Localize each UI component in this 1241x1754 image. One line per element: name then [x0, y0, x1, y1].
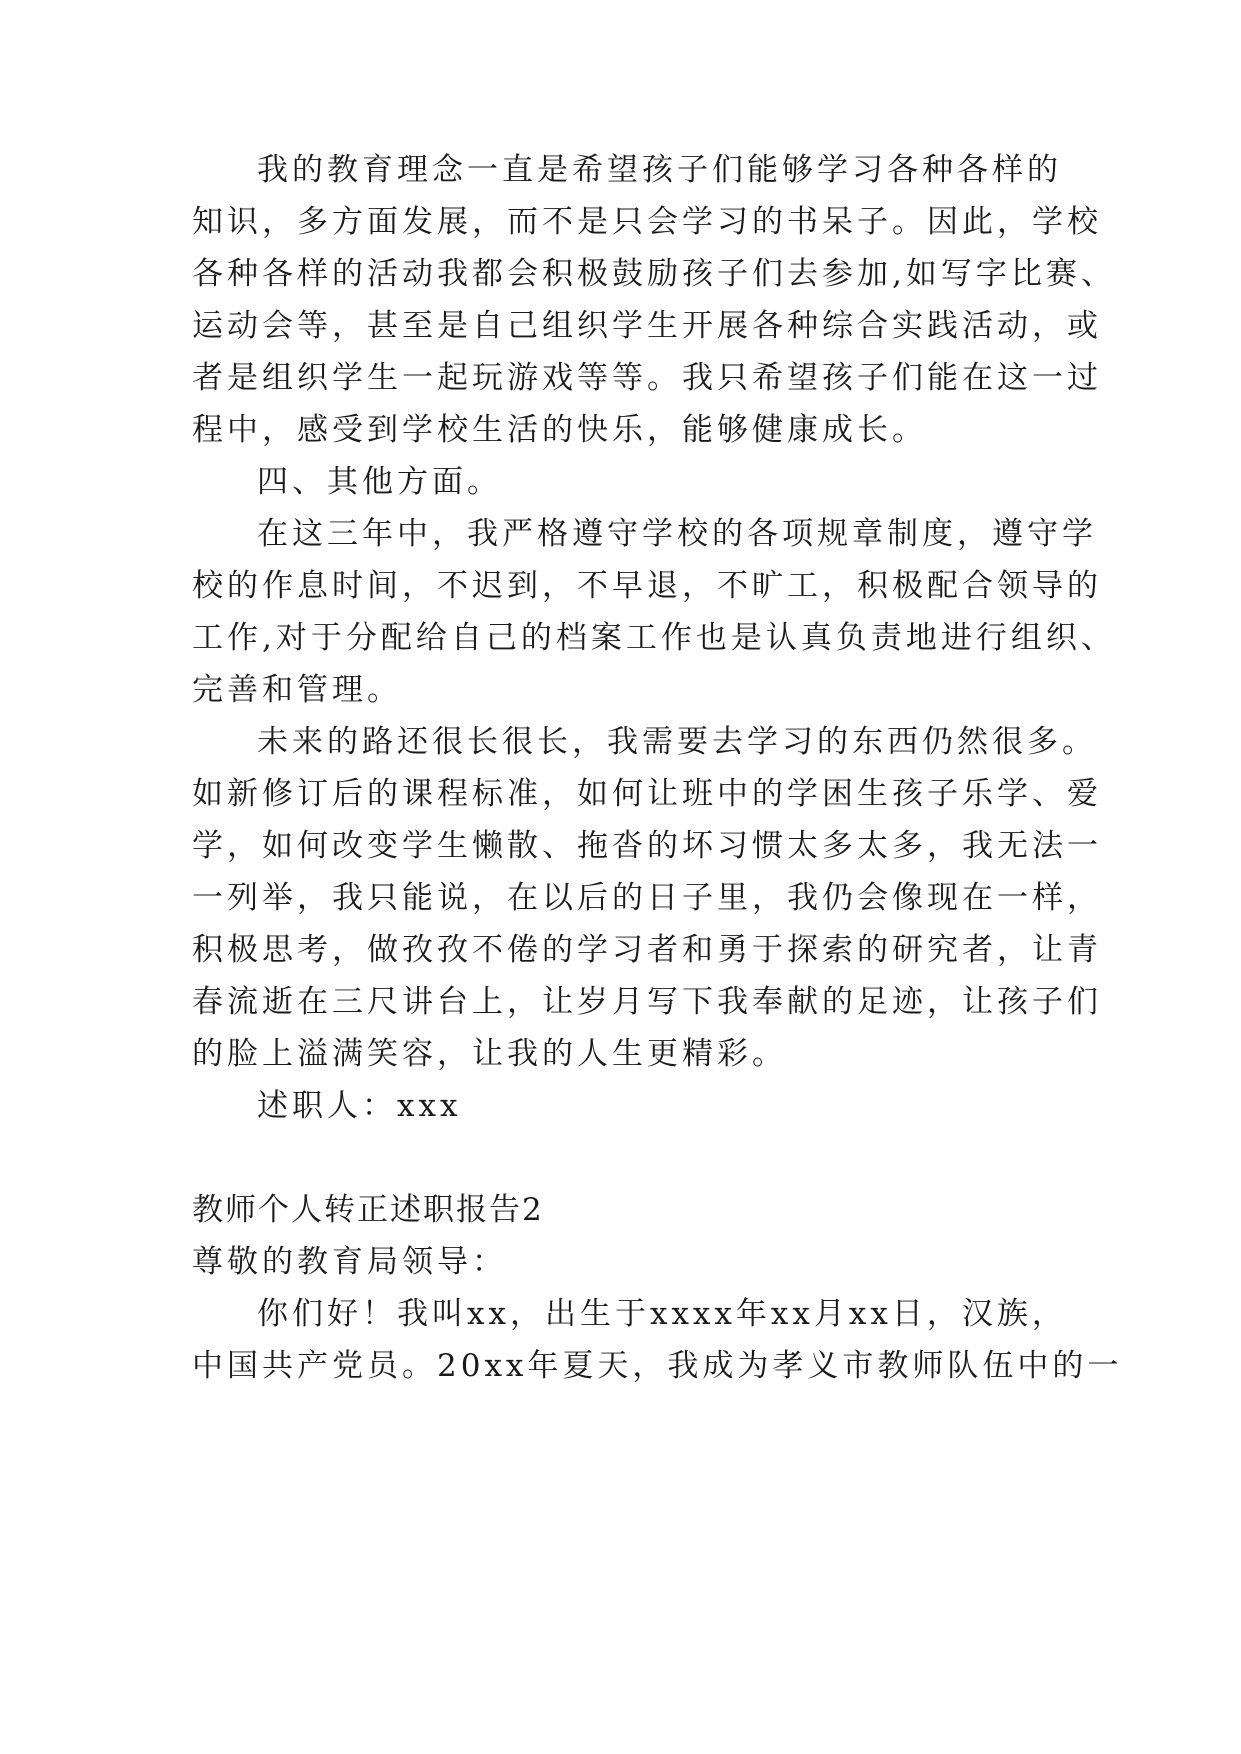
signature-line: 述职人：xxx: [257, 1088, 462, 1124]
paragraph-line: 学，如何改变学生懒散、拖沓的坏习惯太多太多，我无法一: [192, 828, 1102, 864]
report-title: 教师个人转正述职报告2: [192, 1192, 544, 1228]
paragraph-line: 知识，多方面发展，而不是只会学习的书呆子。因此，学校: [192, 204, 1102, 240]
paragraph-line: 完善和管理。: [192, 672, 402, 708]
paragraph-line: 我的教育理念一直是希望孩子们能够学习各种各样的: [257, 152, 1062, 188]
paragraph-line: 者是组织学生一起玩游戏等等。我只希望孩子们能在这一过: [192, 360, 1102, 396]
paragraph-line: 校的作息时间，不迟到，不早退，不旷工，积极配合领导的: [192, 568, 1102, 604]
paragraph-line: 春流逝在三尺讲台上，让岁月写下我奉献的足迹，让孩子们: [192, 984, 1102, 1020]
paragraph-line: 中国共产党员。20xx年夏天，我成为孝义市教师队伍中的一: [192, 1348, 1123, 1384]
paragraph-line: 一列举，我只能说，在以后的日子里，我仍会像现在一样，: [192, 880, 1102, 916]
section-heading: 四、其他方面。: [257, 464, 502, 500]
paragraph-line: 你们好！我叫xx，出生于xxxx年xx月xx日，汉族，: [257, 1296, 1067, 1332]
paragraph-line: 如新修订后的课程标准，如何让班中的学困生孩子乐学、爱: [192, 776, 1102, 812]
paragraph-line: 运动会等，甚至是自己组织学生开展各种综合实践活动，或: [192, 308, 1102, 344]
salutation: 尊敬的教育局领导：: [192, 1244, 507, 1280]
paragraph-line: 积极思考，做孜孜不倦的学习者和勇于探索的研究者，让青: [192, 932, 1102, 968]
paragraph-line: 工作,对于分配给自己的档案工作也是认真负责地进行组织、: [192, 620, 1116, 656]
paragraph-line: 各种各样的活动我都会积极鼓励孩子们去参加,如写字比赛、: [192, 256, 1116, 292]
paragraph-line: 未来的路还很长很长，我需要去学习的东西仍然很多。: [257, 724, 1097, 760]
paragraph-line: 的脸上溢满笑容，让我的人生更精彩。: [192, 1036, 787, 1072]
paragraph-line: 在这三年中，我严格遵守学校的各项规章制度，遵守学: [257, 516, 1097, 552]
paragraph-line: 程中，感受到学校生活的快乐，能够健康成长。: [192, 412, 927, 448]
